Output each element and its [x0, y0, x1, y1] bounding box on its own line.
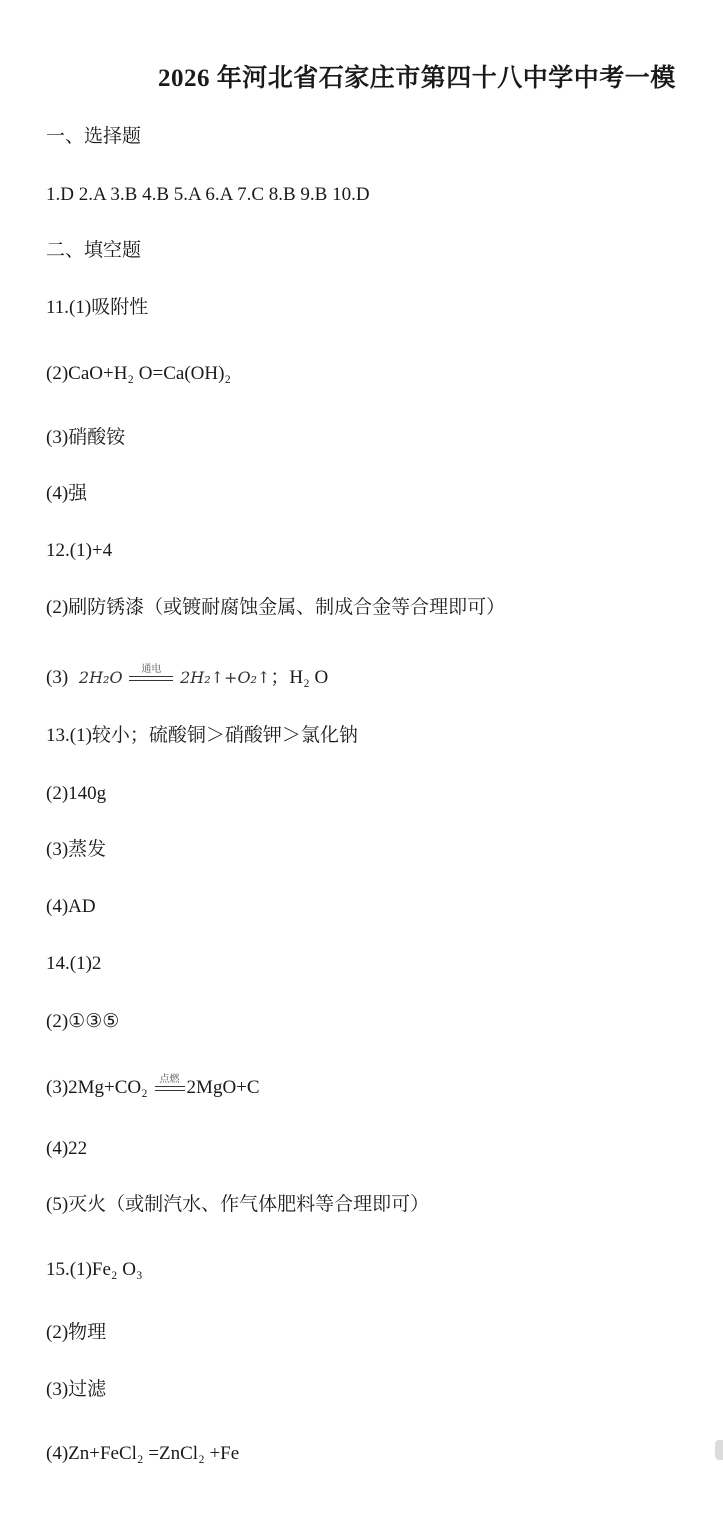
- equal-sign-bar-bottom: [155, 1090, 185, 1091]
- answer-15-2: (2)物理: [46, 1322, 107, 1343]
- equation-lhs: 2H₂O: [78, 668, 123, 687]
- answer-14-2: (2)①③⑤: [46, 1011, 120, 1032]
- answer-12-1: 12.(1)+4: [46, 540, 113, 561]
- answer-11-2: (2)CaO+H₂ O=Ca(OH)₂: [46, 363, 232, 384]
- answer-14-4: (4)22: [46, 1138, 88, 1159]
- reaction-condition-arrow: [129, 663, 173, 686]
- equal-sign-bar-bottom: [129, 680, 173, 681]
- reaction-condition-arrow: [155, 1073, 185, 1096]
- equal-sign-bar-top: [129, 676, 173, 677]
- answer-11-1: 11.(1)吸附性: [46, 297, 149, 318]
- answer-14-3-rhs: 2MgO+C: [186, 1077, 260, 1098]
- answer-14-5: (5)灭火（或制汽水、作气体肥料等合理即可）: [46, 1194, 430, 1215]
- answer-12-3: [46, 663, 329, 690]
- answer-13-2: (2)140g: [46, 783, 107, 804]
- document-title: 2026 年河北省石家庄市第四十八中学中考一模: [158, 65, 676, 92]
- equal-sign-bar-top: [155, 1086, 185, 1087]
- answer-11-4: (4)强: [46, 483, 88, 504]
- equation-rhs: 2H₂↑+O₂↑: [180, 668, 271, 687]
- reaction-condition-label: 点燃: [159, 1073, 180, 1085]
- answer-15-4: (4)Zn+FeCl₂ =ZnCl₂ +Fe: [46, 1443, 240, 1464]
- section-heading-choice: 一、选择题: [46, 126, 142, 147]
- choice-answers: 1.D 2.A 3.B 4.B 5.A 6.A 7.C 8.B 9.B 10.D: [46, 184, 370, 205]
- answer-13-4: (4)AD: [46, 896, 96, 917]
- answer-12-3-prefix: (3): [46, 667, 69, 688]
- answer-11-3: (3)硝酸铵: [46, 427, 126, 448]
- answer-13-3: (3)蒸发: [46, 839, 107, 860]
- answer-14-1: 14.(1)2: [46, 953, 102, 974]
- answer-15-3: (3)过滤: [46, 1379, 107, 1400]
- answer-15-1: 15.(1)Fe₂ O₃: [46, 1259, 143, 1280]
- answer-14-3-lhs: (3)2Mg+CO₂: [46, 1077, 148, 1098]
- reaction-condition-label: 通电: [141, 663, 162, 675]
- page-edge-mark: [715, 1440, 723, 1460]
- answer-14-3: [46, 1073, 260, 1100]
- answer-12-2: (2)刷防锈漆（或镀耐腐蚀金属、制成合金等合理即可）: [46, 597, 506, 618]
- section-heading-fill: 二、填空题: [46, 240, 142, 261]
- answer-12-3-suffix: ；H₂ O: [270, 667, 329, 688]
- answer-13-1: 13.(1)较小；硫酸铜＞硝酸钾＞氯化钠: [46, 725, 358, 746]
